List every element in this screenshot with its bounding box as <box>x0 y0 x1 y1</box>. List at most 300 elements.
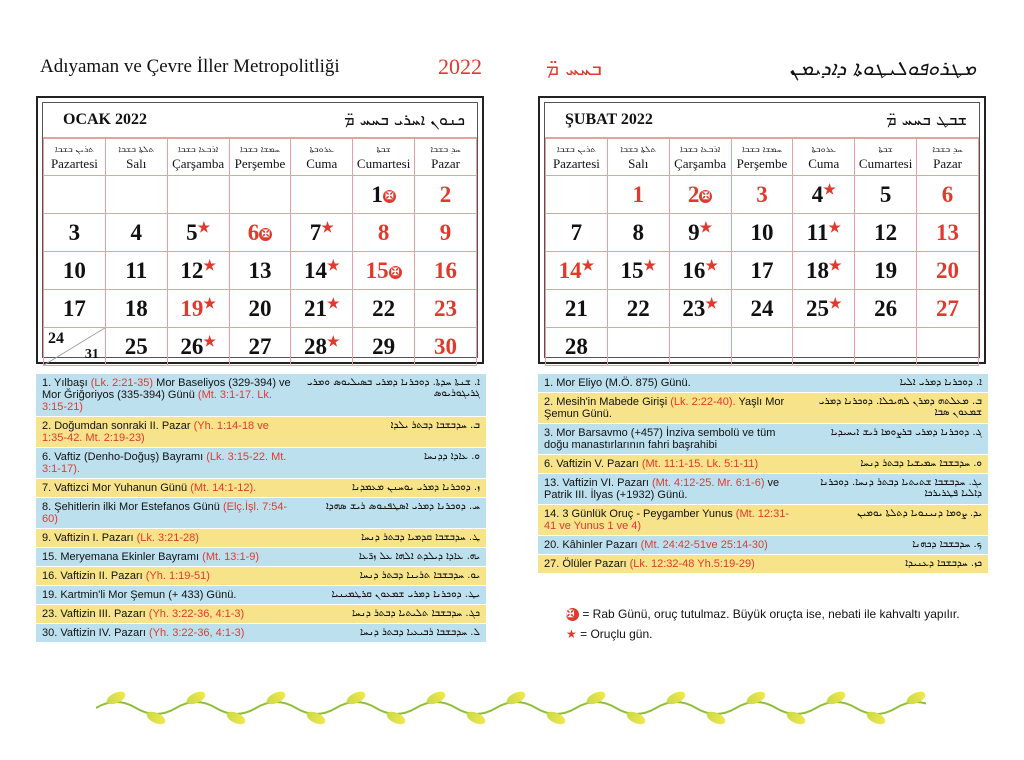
star-icon: ★ <box>823 182 836 198</box>
event-syriac: ܓ. ܕܘܟܪܢܐ ܕܡܪܝ ܒܪܨܘܡܐ ܪܝܫ ܐܝܚܝܕܝܐ <box>830 427 982 438</box>
calendar-day <box>546 328 608 366</box>
star-icon: ★ <box>566 627 577 641</box>
weekday-syriac: ܫܒܬܐ <box>878 145 893 155</box>
star-icon: ★ <box>705 296 718 312</box>
day-number: 18 <box>806 257 830 283</box>
event-reference: (Mt. 24:42-51ve 25:14-30) <box>640 539 768 551</box>
event-syriac: ܒ. ܚܕܒܫܒܐ ܕܒܬܪ ܝܠܕܐ <box>390 420 480 431</box>
weekday-header <box>607 139 669 176</box>
day-number: 14 <box>304 257 328 283</box>
calendar-day <box>917 214 979 252</box>
event-label: 7. Vaftizci Mor Yuhanun Günü <box>42 482 191 494</box>
event-syriac: ܟܓ. ܚܕܒܫܒܐ ܬܠܝܬܝܐ ܕܒܬܪ ܕܢܚܐ <box>352 608 480 619</box>
calendar-day <box>855 290 917 328</box>
day-number: 10 <box>750 219 774 245</box>
legend-cross-row <box>566 604 960 624</box>
calendar-day <box>229 252 291 290</box>
event-text <box>42 627 296 639</box>
weekday-name: Pazartesi <box>50 156 98 171</box>
day-number: 17 <box>750 257 774 283</box>
cross-icon: ✠ <box>566 608 579 621</box>
event-label: 15. Meryemana Ekinler Bayramı <box>42 551 203 563</box>
calendar-day <box>607 214 669 252</box>
calendar-day <box>167 252 229 290</box>
weekday-syriac: ܚܡܫܐ ܒܫܒܐ <box>239 145 280 155</box>
event-row <box>538 505 988 536</box>
calendar-day <box>546 214 608 252</box>
day-number: 20 <box>248 295 272 321</box>
day-number: 21 <box>304 295 328 321</box>
leaf-icon <box>145 709 167 726</box>
weekday-name: Çarşamba <box>674 156 727 171</box>
event-syriac: ܚ. ܕܘܟܪܢܐ ܕܡܪܝ ܐܣܛܦܢܘܣ ܪܝܫ ܣܗܕܐ <box>326 501 480 512</box>
weekday-header <box>353 139 415 176</box>
february-events-list <box>538 374 988 574</box>
leaf-icon <box>865 709 887 726</box>
cross-icon: ✠ <box>383 190 396 203</box>
leaf-icon <box>905 690 926 707</box>
calendar-day <box>105 252 167 290</box>
day-number: 19 <box>180 295 204 321</box>
day-number: 26 <box>874 295 898 321</box>
calendar-day <box>229 176 291 214</box>
weekday-header <box>229 139 291 176</box>
calendar-day <box>44 176 106 214</box>
calendar-day <box>415 290 477 328</box>
event-row <box>36 417 486 448</box>
event-row <box>36 498 486 529</box>
event-syriac: ܒ. ܡܥܠܬܗ ܕܡܪܢ ܠܗܝܟܠܐ. ܕܘܟܪܢܐ ܕܡܪܝ ܫܡܥܘܢ ܣܒܐ <box>818 396 982 418</box>
event-label: 9. Vaftizin I. Pazarı <box>42 532 137 544</box>
event-syriac: ܟܙ. ܚܕܒܫܒܐ ܕܥܢܝܕܐ <box>905 558 982 569</box>
day-number: 29 <box>372 333 396 359</box>
event-reference: (Yh. 1:19-51) <box>145 570 210 582</box>
calendar-day <box>353 252 415 290</box>
event-reference: (Lk. 2:22-40). <box>670 396 736 408</box>
cross-icon: ✠ <box>389 266 402 279</box>
weekday-syriac: ܚܕ ܒܫܒܐ <box>932 145 963 155</box>
calendar-day <box>917 252 979 290</box>
calendar-day <box>229 328 291 366</box>
january-calendar <box>36 96 484 364</box>
february-calendar <box>538 96 986 364</box>
event-label: 23. Vaftizin III. Pazarı <box>42 608 149 620</box>
event-row <box>538 424 988 455</box>
weekday-name: Pazartesi <box>552 156 600 171</box>
event-label: Mor Baseliyos (329-394) ve Mor Ğriğoriyos (335-394) Günü <box>42 377 291 401</box>
day-number: 27 <box>248 333 272 359</box>
calendar-day <box>855 328 917 366</box>
calendar-day <box>546 252 608 290</box>
event-label: 14. 3 Günlük Oruç - Peygamber Yunus <box>544 508 736 520</box>
event-label: 1. Yılbaşı <box>42 377 91 389</box>
event-label: ve Patrik III. İlyas (+1932) Günü. <box>544 477 780 501</box>
star-icon: ★ <box>321 220 334 236</box>
weekday-name: Salı <box>628 156 649 171</box>
event-label: 2. Doğumdan sonraki II. Pazar <box>42 420 194 432</box>
event-row <box>538 374 988 393</box>
january-events-list <box>36 374 486 643</box>
calendar-day <box>291 252 353 290</box>
day-number: 16 <box>434 257 458 283</box>
event-row <box>538 455 988 474</box>
calendar-day <box>917 176 979 214</box>
calendar-day <box>793 252 855 290</box>
calendar-day <box>793 176 855 214</box>
calendar-day <box>353 176 415 214</box>
day-number: 11 <box>806 219 829 245</box>
leaf-icon <box>705 709 727 726</box>
weekday-name: Çarşamba <box>172 156 225 171</box>
day-number: 12 <box>874 219 898 245</box>
calendar-day <box>669 290 731 328</box>
day-number: 24 <box>750 295 774 321</box>
event-text <box>544 539 798 551</box>
calendar-day <box>415 328 477 366</box>
event-row <box>538 474 988 505</box>
leaf-icon <box>265 690 287 707</box>
january-syriac-title: ܟܢܘܢ ܐܚܪܝ ܒܚܚ ܡ̈ <box>344 110 465 129</box>
event-text <box>42 451 296 475</box>
february-grid <box>545 138 979 366</box>
day-number: 22 <box>372 295 396 321</box>
event-text <box>544 508 798 532</box>
star-icon: ★ <box>581 258 595 274</box>
calendar-day <box>669 176 731 214</box>
event-text <box>544 458 798 470</box>
calendar-day <box>415 252 477 290</box>
event-text <box>544 377 798 389</box>
day-number: 21 <box>564 295 588 321</box>
star-icon: ★ <box>829 258 842 274</box>
leaf-icon <box>585 690 607 707</box>
event-text <box>42 501 296 525</box>
event-syriac: ܝܗ. ܥܐܕܐ ܕܝܠܕܬ ܐܠܗܐ ܥܠ ܙܪ̈ܥܐ <box>358 551 480 562</box>
calendar-day <box>44 252 106 290</box>
calendar-day <box>353 214 415 252</box>
day-number: 13 <box>248 257 272 283</box>
event-syriac: ܝܛ. ܕܘܟܪܢܐ ܕܡܪܝ ܫܡܥܘܢ ܩܪܛܡܝܢܝܐ <box>331 589 480 600</box>
star-icon: ★ <box>327 258 340 274</box>
day-number: 17 <box>62 295 86 321</box>
event-syriac: ܝܘ. ܚܕܒܫܒܐ ܬܪܝܢܐ ܕܒܬܪ ܕܢܚܐ <box>359 570 480 581</box>
event-reference: (Mt. 13:1-9) <box>202 551 260 563</box>
event-row <box>36 374 486 417</box>
calendar-day <box>669 328 731 366</box>
star-icon: ★ <box>327 296 340 312</box>
event-text <box>544 427 798 451</box>
weekday-syriac: ܫܒܬܐ <box>376 145 391 155</box>
star-icon: ★ <box>829 296 842 312</box>
calendar-day <box>669 214 731 252</box>
weekday-header <box>415 139 477 176</box>
leaf-icon <box>385 709 407 726</box>
day-number: 31 <box>84 347 99 362</box>
day-number: 13 <box>936 219 960 245</box>
leaf-icon <box>625 709 647 726</box>
event-row <box>36 479 486 498</box>
star-icon: ★ <box>643 258 657 274</box>
event-row <box>36 586 486 605</box>
calendar-day <box>415 176 477 214</box>
calendar-day <box>669 252 731 290</box>
event-reference: (Yh. 1:14-18 ve 1:35-42. Mt. 2:19-23) <box>42 420 269 444</box>
calendar-day <box>607 176 669 214</box>
star-icon: ★ <box>828 220 841 236</box>
calendar-day <box>731 328 793 366</box>
event-label: 1. Mor Eliyo (M.Ö. 875) Günü. <box>544 377 691 389</box>
calendar-day <box>167 290 229 328</box>
leaf-icon <box>225 709 247 726</box>
day-number: 30 <box>434 333 458 359</box>
weekday-header <box>546 139 608 176</box>
calendar-day <box>607 252 669 290</box>
day-number: 11 <box>125 257 148 283</box>
weekday-syriac: ܬܪܝܢ ܒܫܒܐ <box>556 145 596 155</box>
event-row <box>538 393 988 424</box>
event-label: Yaşlı Mor Şemun Günü. <box>544 396 785 420</box>
floral-ornament <box>96 690 926 726</box>
star-icon: ★ <box>203 258 216 274</box>
header-title: Adıyaman ve Çevre İller Metropolitliği <box>40 56 340 77</box>
calendar-day <box>229 290 291 328</box>
calendar-day <box>546 290 608 328</box>
day-number: 15 <box>365 257 389 283</box>
event-label: 2. Mesih'in Mabede Girişi <box>544 396 671 408</box>
calendar-day <box>793 290 855 328</box>
weekday-header <box>793 139 855 176</box>
day-number: 28 <box>564 333 588 359</box>
event-row <box>36 448 486 479</box>
event-row <box>36 605 486 624</box>
day-number: 23 <box>434 295 458 321</box>
day-number: 5 <box>186 219 198 245</box>
day-number: 23 <box>682 295 706 321</box>
event-label: 16. Vaftizin II. Pazarı <box>42 570 146 582</box>
day-number: 12 <box>180 257 204 283</box>
calendar-day <box>105 176 167 214</box>
weekday-syriac: ܥܪܘܒܬܐ <box>309 145 334 155</box>
event-reference: (Mt. 14:1-12). <box>190 482 257 494</box>
legend <box>566 604 960 644</box>
day-number: 9 <box>439 219 452 245</box>
day-number: 4 <box>811 181 824 207</box>
star-icon: ★ <box>705 258 718 274</box>
calendar-day <box>793 214 855 252</box>
event-label: 6. Vaftizin V. Pazarı <box>544 458 642 470</box>
weekday-syriac: ܐܪܒܥܐ ܒܫܒܐ <box>679 145 721 155</box>
event-text <box>42 420 296 444</box>
day-number: 8 <box>377 219 390 245</box>
weekday-name: Pazar <box>431 156 460 171</box>
january-grid <box>43 138 477 366</box>
day-number: 19 <box>874 257 898 283</box>
calendar-day <box>731 252 793 290</box>
day-number: 3 <box>756 181 768 207</box>
day-number: 20 <box>936 257 960 283</box>
event-syriac: ܟ. ܚܕܒܫܒܐ ܕܟܗܢܐ <box>912 539 982 550</box>
leaf-icon <box>665 690 687 707</box>
leaf-icon <box>745 690 767 707</box>
day-number: 25 <box>124 333 148 359</box>
calendar-day <box>105 290 167 328</box>
weekday-name: Cuma <box>306 156 338 171</box>
leaf-icon <box>425 690 447 707</box>
star-icon: ★ <box>203 296 216 312</box>
legend-star-text: = Oruçlu gün. <box>580 627 653 641</box>
event-reference: (Mt. 11:1-15. Lk. 5:1-11) <box>641 458 759 470</box>
cross-icon: ✠ <box>259 228 272 241</box>
event-label: 13. Vaftizin VI. Pazarı <box>544 477 653 489</box>
calendar-day <box>167 328 229 366</box>
calendar-day <box>855 252 917 290</box>
event-reference: (Mt. 4:12-25. Mr. 6:1-6) <box>652 477 765 489</box>
event-row <box>36 529 486 548</box>
star-icon: ★ <box>327 334 340 350</box>
event-reference: (Lk. 12:32-48 Yh.5:19-29) <box>629 558 755 570</box>
calendar-day <box>105 328 167 366</box>
weekday-header <box>44 139 106 176</box>
event-reference: (Mt. 3:1-17. Lk. 3:15-21) <box>42 389 272 413</box>
star-icon: ★ <box>699 220 713 236</box>
calendar-day <box>291 290 353 328</box>
weekday-name: Perşembe <box>736 156 788 171</box>
event-row <box>538 536 988 555</box>
event-syriac: ܝܓ. ܚܕܒܫܒܐ ܫܬܝܬܝܐ ܕܒܬܪ ܕܢܚܐ. ܕܘܟܪܢܐ ܕܐܠܝܐ ܦܛܪܝܪܟܐ <box>820 477 982 499</box>
event-reference: (Yh. 3:22-36, 4:1-3) <box>149 627 245 639</box>
calendar-day <box>731 214 793 252</box>
legend-star-row <box>566 624 960 644</box>
day-number: 10 <box>62 257 86 283</box>
leaf-icon <box>545 709 567 726</box>
calendar-day <box>353 328 415 366</box>
calendar-day <box>793 328 855 366</box>
weekday-header <box>669 139 731 176</box>
event-reference: (Mt. 12:31-41 ve Yunus 1 ve 4) <box>544 508 789 532</box>
day-number: 9 <box>688 219 700 245</box>
header-syriac-year: ܒܚܚ ܡ̈ <box>546 56 602 80</box>
day-number: 22 <box>626 295 650 321</box>
weekday-name: Pazar <box>933 156 962 171</box>
leaf-icon <box>185 690 207 707</box>
calendar-day <box>44 290 106 328</box>
calendar-day <box>917 328 979 366</box>
calendar-day <box>291 176 353 214</box>
event-label: 27. Ölüler Pazarı <box>544 558 630 570</box>
star-icon: ★ <box>197 220 211 236</box>
day-number: 27 <box>936 295 960 321</box>
event-label: 19. Kartmin'li Mor Şemun (+ 433) Günü. <box>42 589 237 601</box>
calendar-day <box>415 214 477 252</box>
cross-icon: ✠ <box>699 190 712 203</box>
calendar-day <box>167 214 229 252</box>
day-number: 24 <box>48 330 64 347</box>
weekday-syriac: ܚܡܫܐ ܒܫܒܐ <box>741 145 782 155</box>
day-number: 4 <box>130 219 143 245</box>
day-number: 3 <box>68 219 81 245</box>
event-syriac: ܐ. ܫܢܬܐ ܚܕܬܐ. ܕܘܟܪܢܐ ܕܡܪܝ ܒܣܝܠܝܘܣ ܘܡܪܝ ܓܪܝܓܘܪܝܘܣ <box>306 377 480 399</box>
calendar-day <box>546 176 608 214</box>
february-syriac-title: ܫܒܛ ܒܚܚ ܡ̈ <box>886 110 967 129</box>
weekday-name: Cumartesi <box>356 156 411 171</box>
day-number: 2 <box>439 181 452 207</box>
leaf-icon <box>785 709 807 726</box>
event-row <box>36 624 486 643</box>
leaf-icon <box>305 709 327 726</box>
day-number: 5 <box>879 181 892 207</box>
event-text <box>42 532 296 544</box>
event-text <box>42 482 296 494</box>
calendar-day <box>44 328 106 366</box>
event-row <box>538 555 988 574</box>
calendar-day <box>731 176 793 214</box>
event-label: 3. Mor Barsavmo (+457) İnziva sembolü ve tüm doğu manastırlarının fahri başrahibi <box>544 427 776 451</box>
day-number: 2 <box>687 181 700 207</box>
weekday-syriac: ܥܪܘܒܬܐ <box>811 145 836 155</box>
leaf-icon <box>465 709 487 726</box>
header-year: 2022 <box>438 54 482 79</box>
event-text <box>42 377 296 413</box>
weekday-name: Cuma <box>808 156 840 171</box>
calendar-day <box>855 176 917 214</box>
event-reference: (Lk. 2:21-35) <box>90 377 154 389</box>
weekday-syriac: ܬܪܝܢ ܒܫܒܐ <box>54 145 94 155</box>
day-number: 18 <box>124 295 148 321</box>
day-number: 6 <box>941 181 954 207</box>
day-number: 15 <box>620 257 644 283</box>
calendar-day <box>353 290 415 328</box>
event-text <box>42 608 296 620</box>
calendar-day <box>167 176 229 214</box>
leaf-icon <box>345 690 367 707</box>
weekday-name: Perşembe <box>234 156 286 171</box>
day-number: 8 <box>632 219 645 245</box>
event-row <box>36 567 486 586</box>
event-text <box>42 570 296 582</box>
weekday-syriac: ܚܕ ܒܫܒܐ <box>430 145 461 155</box>
day-number: 28 <box>304 333 328 359</box>
event-label: 8. Şehitlerin ilki Mor Estefanos Günü <box>42 501 223 513</box>
weekday-header <box>291 139 353 176</box>
calendar-day <box>44 214 106 252</box>
legend-cross-text: = Rab Günü, oruç tutulmaz. Büyük oruçta ise, nebati ile kahvaltı yapılır. <box>582 607 960 621</box>
event-label: 30. Vaftizin IV. Pazarı <box>42 627 150 639</box>
event-text <box>42 589 296 601</box>
event-syriac: ܘ. ܥܐܕܐ ܕܕܢܚܐ <box>423 451 480 462</box>
event-reference: (Lk. 3:21-28) <box>136 532 199 544</box>
calendar-day <box>855 214 917 252</box>
event-text <box>544 477 798 501</box>
event-row <box>36 548 486 567</box>
star-icon: ★ <box>203 334 216 350</box>
day-number: 7 <box>309 219 322 245</box>
calendar-day <box>917 290 979 328</box>
calendar-day <box>607 290 669 328</box>
day-number: 1 <box>371 181 383 207</box>
day-number: 7 <box>570 219 583 245</box>
event-syriac: ܙ. ܕܘܟܪܢܐ ܕܡܪܝ ܝܘܚܢܢ ܡܥܡܕܢܐ <box>351 482 480 493</box>
weekday-header <box>167 139 229 176</box>
calendar-day <box>731 290 793 328</box>
header-syriac-title: ܡܛܪܘܦܘܠܝܛܘܬܐ ܕܐܕܝܡܢ <box>789 56 976 80</box>
january-month-title: OCAK 2022 <box>63 111 147 128</box>
day-number: 26 <box>180 333 204 359</box>
event-syriac: ܝܕ. ܨܘܡܐ ܕܢܝܢܘܝܐ ܕܬܠܬܐ ܝܘܡܝܢ <box>857 508 982 519</box>
calendar-day <box>291 328 353 366</box>
event-reference: (Elç.İşl. 7:54-60) <box>42 501 288 525</box>
weekday-header <box>917 139 979 176</box>
weekday-syriac: ܬܠܬܐ ܒܫܒܐ <box>118 145 155 155</box>
